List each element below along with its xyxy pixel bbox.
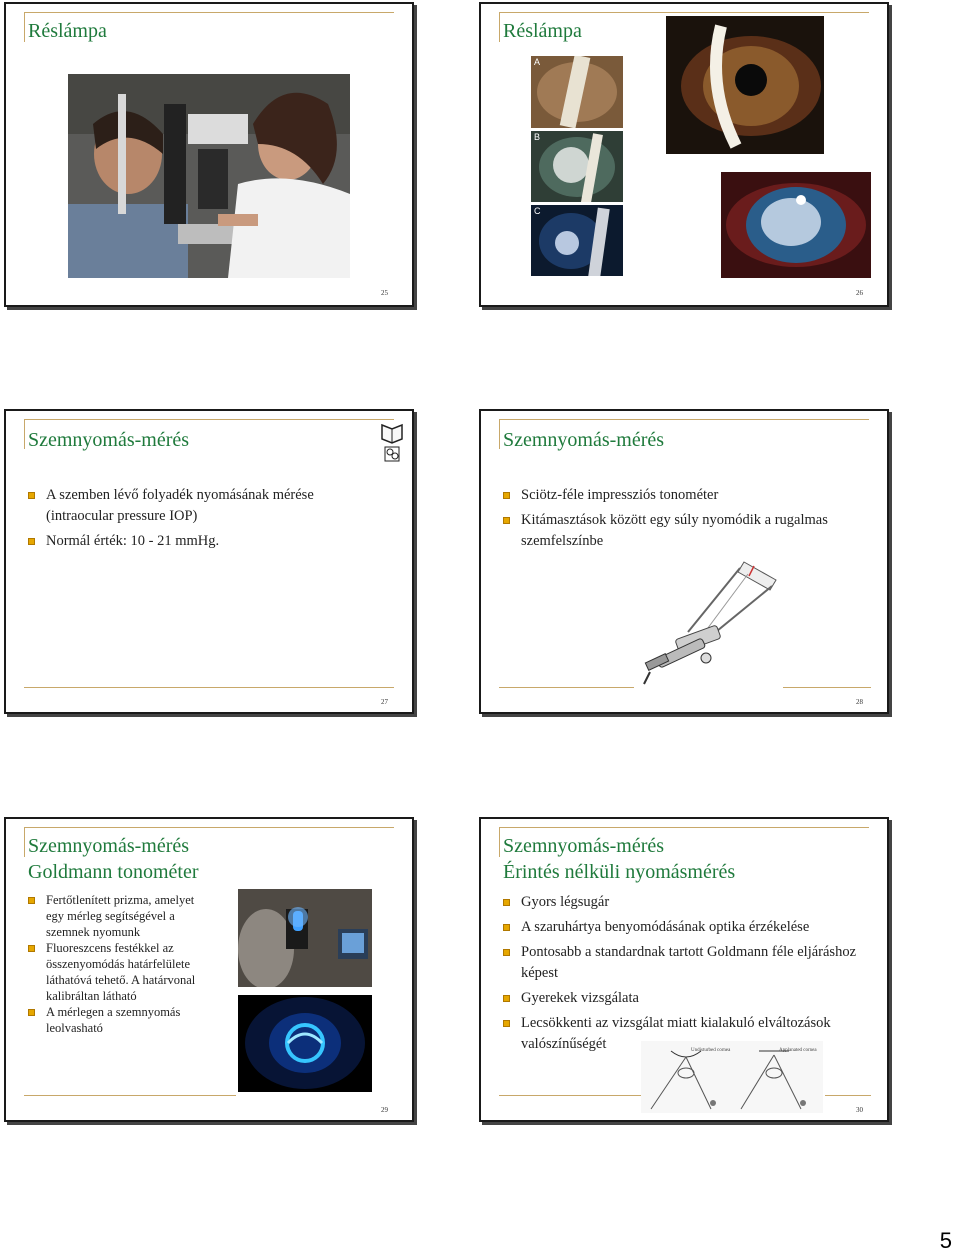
slide-title: Réslámpa <box>503 20 582 42</box>
slit-lamp-image-a <box>531 56 623 128</box>
image-label: B <box>534 132 541 142</box>
goldmann-tonometer-photo <box>238 889 372 987</box>
bullet-item: A szaruhártya benyomódásának optika érzékelése <box>503 917 873 938</box>
bullet-item: A szemben lévő folyadék nyomásának mérése (intraocular pressure IOP) <box>28 485 378 527</box>
slide-rule <box>499 419 500 449</box>
slide-number: 28 <box>856 698 863 706</box>
slit-lamp-eye-photo-2 <box>721 172 871 278</box>
slide-rule <box>499 12 869 13</box>
bullet-list <box>503 892 873 1059</box>
slide-rule <box>499 827 869 828</box>
diagram-label: Applanated cornea <box>779 1048 817 1053</box>
image-label: C <box>534 206 541 216</box>
slide-28 <box>479 409 889 714</box>
slide-rule <box>499 419 869 420</box>
slide-rule <box>499 12 500 42</box>
slit-lamp-image-b <box>531 131 623 202</box>
slide-subtitle: Goldmann tonométer <box>28 861 199 883</box>
bullet-item: Gyors légsugár <box>503 892 873 913</box>
bullet-item: Sciötz-féle impressziós tonométer <box>503 485 853 506</box>
slide-number: 30 <box>856 1106 863 1114</box>
slide-rule <box>499 1095 641 1096</box>
slide-29 <box>4 817 414 1122</box>
slide-rule <box>24 12 394 13</box>
slide-title: Réslámpa <box>28 20 107 42</box>
bullet-list <box>28 892 208 1036</box>
slide-rule <box>24 419 394 420</box>
schiotz-tonometer-image <box>636 554 781 689</box>
slide-rule <box>825 1095 871 1096</box>
slide-rule <box>24 419 25 449</box>
slide-rule <box>499 827 500 857</box>
slide-26 <box>479 2 889 307</box>
page-number: 5 <box>939 1228 952 1253</box>
slide-number: 26 <box>856 289 863 297</box>
slide-title: Szemnyomás-mérés <box>28 429 190 451</box>
fluorescein-eye-photo <box>238 995 372 1092</box>
bullet-item: Pontosabb a standardnak tartott Goldmann féle eljáráshoz képest <box>503 942 873 984</box>
slide-title: Szemnyomás-mérés <box>503 429 665 451</box>
slide-25 <box>4 2 414 307</box>
slide-number: 29 <box>381 1106 388 1114</box>
book-icon <box>380 421 404 463</box>
bullet-item: A mérlegen a szemnyomás leolvasható <box>28 1004 208 1036</box>
non-contact-tonometry-diagram <box>641 1041 823 1113</box>
bullet-list <box>503 485 853 556</box>
bullet-item: Fluoreszcens festékkel az összenyomódás határfelülete láthatóvá tehető. A határvonal kalibráltan látható <box>28 940 208 1004</box>
bullet-item: Gyerekek vizsgálata <box>503 988 873 1009</box>
slide-rule <box>24 687 394 688</box>
bullet-item: Kitámasztások között egy súly nyomódik a rugalmas szemfelszínbe <box>503 510 853 552</box>
diagram-label: Undisturbed cornea <box>691 1048 731 1053</box>
image-label: A <box>534 57 541 67</box>
slit-lamp-exam-photo <box>68 74 350 278</box>
slide-rule <box>24 12 25 42</box>
bullet-item: Fertőtlenített prizma, amelyet egy mérleg segítségével a szemnek nyomunk <box>28 892 208 940</box>
slide-rule <box>24 827 25 857</box>
slide-rule <box>24 1095 236 1096</box>
bullet-list <box>28 485 378 556</box>
slit-lamp-image-c <box>531 205 623 276</box>
slide-30 <box>479 817 889 1122</box>
slide-rule <box>499 687 634 688</box>
slide-title: Szemnyomás-mérés <box>28 835 190 857</box>
slide-subtitle: Érintés nélküli nyomásmérés <box>503 861 736 883</box>
bullet-item: Normál érték: 10 - 21 mmHg. <box>28 531 378 552</box>
bullet-item: Lecsökkenti az vizsgálat miatt kialakuló elváltozások valószínűségét <box>503 1013 873 1055</box>
slide-number: 25 <box>381 289 388 297</box>
slide-27 <box>4 409 414 714</box>
slit-lamp-eye-photo-1 <box>666 16 824 154</box>
slide-rule <box>783 687 871 688</box>
slide-title: Szemnyomás-mérés <box>503 835 665 857</box>
slide-number: 27 <box>381 698 388 706</box>
slide-rule <box>24 827 394 828</box>
